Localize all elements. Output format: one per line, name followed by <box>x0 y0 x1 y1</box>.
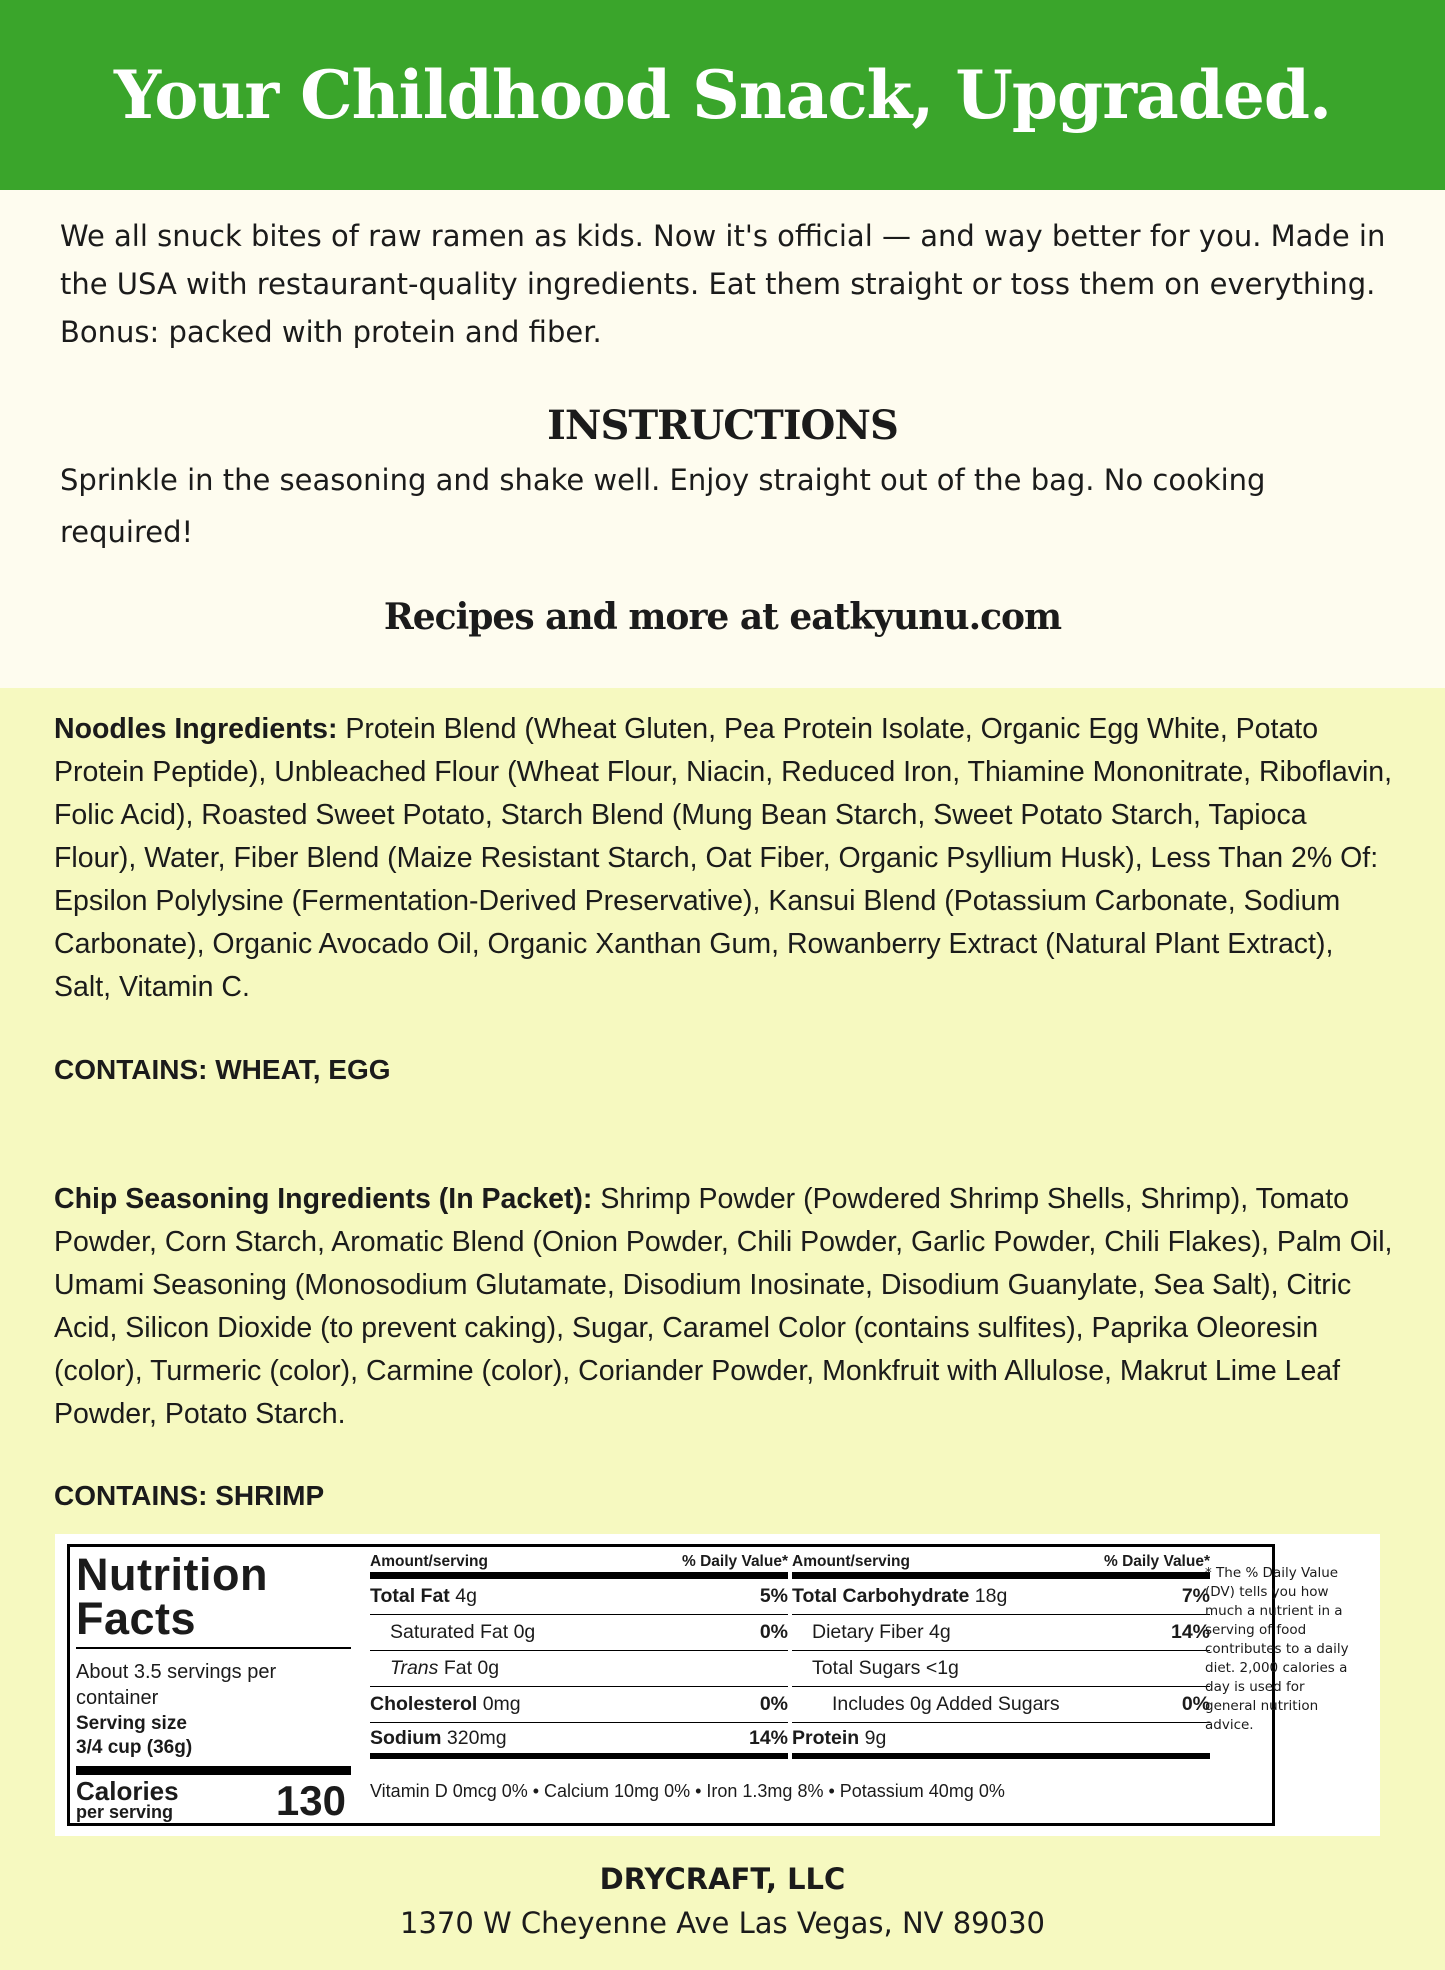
column-header <box>792 1553 1210 1579</box>
nutrient-name: Trans <box>390 1657 439 1679</box>
nutrient-column-2 <box>792 1553 1210 1759</box>
nutrient-dv: 5% <box>759 1585 788 1607</box>
nutrition-title <box>76 1549 268 1644</box>
nutrient-row <box>370 1579 788 1615</box>
nutrient-row <box>792 1615 1210 1651</box>
nutrient-amount: 4g <box>455 1585 477 1607</box>
banner-title: Your Childhood Snack, Upgraded. <box>113 56 1332 134</box>
nutrition-facts-box <box>67 1544 1275 1826</box>
nutrient-dv: 14% <box>748 1726 788 1749</box>
nutrient-row <box>370 1687 788 1723</box>
amount-header: Amount/serving <box>792 1553 910 1570</box>
nutrient-row <box>792 1651 1210 1687</box>
nutrient-name: Includes 0g Added Sugars <box>832 1693 1060 1715</box>
nutrient-row <box>370 1651 788 1687</box>
header-banner <box>0 0 1445 190</box>
nutrition-summary <box>70 1547 360 1823</box>
seasoning-ingredients-text: Shrimp Powder (Powdered Shrimp Shells, Shrimp), Tomato Powder, Corn Starch, Aromatic Blend (Onion Powder, Chili Powder, Garlic Powder, Chili Flakes), Palm Oil, Umami Seasoning (Monosodium Glutamate, Disodium Inosinate, Disodium Guanylate, Sea Salt), Citric Acid, Silicon Dioxide (to prevent caking), Sugar, Caramel Color (contains sulfites), Paprika Oleoresin (color), Turmeric (color), Carmine (color), Coriander Powder, Monkfruit with Allulose, Makrut Lime Leaf Powder, Potato Starch. <box>54 1183 1393 1430</box>
nutrient-dv: 0% <box>759 1621 788 1643</box>
servings-per-container: About 3.5 servings per container <box>76 1661 277 1709</box>
calories-value: 130 <box>275 1777 346 1824</box>
instructions-text: Sprinkle in the seasoning and shake well. Enjoy straight out of the bag. No cooking required! <box>60 463 1266 549</box>
nutrient-name: Sodium <box>370 1726 442 1749</box>
nutrient-amount: 9g <box>864 1726 887 1749</box>
serving-size-value: 3/4 cup (36g) <box>76 1737 193 1758</box>
divider <box>76 1647 351 1649</box>
nutrient-name: Total Sugars <box>812 1657 921 1679</box>
nutrient-row <box>370 1723 788 1759</box>
noodles-allergens: CONTAINS: WHEAT, EGG <box>54 1054 391 1085</box>
vitamins-line: Vitamin D 0mcg 0% • Calcium 10mg 0% • Iron 1.3mg 8% • Potassium 40mg 0% <box>370 1781 1005 1801</box>
nutrient-name: Total Carbohydrate <box>792 1585 970 1607</box>
serving-size-label: Serving size <box>76 1713 187 1734</box>
dv-header: % Daily Value* <box>1104 1553 1210 1570</box>
noodles-ingredients <box>54 708 1394 1009</box>
nutrient-row <box>370 1615 788 1651</box>
seasoning-allergens: CONTAINS: SHRIMP <box>54 1480 325 1511</box>
noodles-ingredients-text: Protein Blend (Wheat Gluten, Pea Protein Isolate, Organic Egg White, Potato Protein Peptide), Unbleached Flour (Wheat Flour, Niacin, Reduced Iron, Thiamine Mononitrate, Riboflavin, Folic Acid), Roasted Sweet Potato, Starch Blend (Mung Bean Starch, Sweet Potato Starch, Tapioca Flour), Water, Fiber Blend (Maize Resistant Starch, Oat Fiber, Organic Psyllium Husk), Less Than 2% Of: Epsilon Polylysine (Fermentation-Derived Preservative), Kansui Blend (Potassium Carbonate, Sodium Carbonate), Organic Avocado Oil, Organic Xanthan Gum, Rowanberry Extract (Natural Plant Extract), Salt, Vitamin C. <box>54 713 1393 1003</box>
calories-sub-label: per serving <box>76 1802 174 1822</box>
daily-value-footnote: * The % Daily Value (DV) tells you how much a nutrient in a serving of food contributes to a daily diet. 2,000 calories a day is used for general nutrition advice. <box>1205 1565 1349 1733</box>
nutrient-amount: 0g <box>513 1621 536 1643</box>
nutrient-dv: 0% <box>1181 1693 1210 1715</box>
nutrient-row <box>792 1687 1210 1723</box>
nutrient-amount: 4g <box>929 1621 951 1643</box>
nutrient-amount: 320mg <box>446 1726 507 1749</box>
nutrient-dv: 0% <box>759 1693 788 1715</box>
noodles-ingredients-label: Noodles Ingredients: <box>54 713 338 745</box>
column-header <box>370 1553 788 1579</box>
nutrient-name: Dietary Fiber <box>812 1621 924 1643</box>
nutrient-dv: 14% <box>1170 1621 1210 1643</box>
nutrient-row <box>792 1579 1210 1615</box>
intro-paragraph: We all snuck bites of raw ramen as kids. Now it's official — and way better for you. Made in the USA with restaurant-quality ingredients. Eat them straight or toss them on everything. Bonus: packed with protein and fiber. <box>60 219 1386 349</box>
nutrient-amount: 18g <box>974 1585 1008 1607</box>
nutrient-column-1 <box>370 1553 788 1759</box>
amount-header: Amount/serving <box>370 1553 488 1570</box>
instructions-title: INSTRUCTIONS <box>547 402 898 449</box>
company-address: 1370 W Cheyenne Ave Las Vegas, NV 89030 <box>400 1906 1045 1940</box>
dv-header: % Daily Value* <box>682 1553 788 1570</box>
nutrient-name: Saturated Fat <box>390 1621 509 1643</box>
nutrition-title-line2: Facts <box>76 1593 197 1644</box>
nutrient-name: Protein <box>792 1726 860 1749</box>
nutrient-amount: <1g <box>925 1657 959 1679</box>
divider-thick <box>76 1766 351 1775</box>
seasoning-ingredients <box>54 1178 1394 1436</box>
nutrient-row <box>792 1723 1210 1759</box>
seasoning-ingredients-label: Chip Seasoning Ingredients (In Packet): <box>54 1183 593 1215</box>
nutrient-name: Cholesterol <box>370 1693 478 1715</box>
nutrition-title-line1: Nutrition <box>76 1549 268 1600</box>
nutrient-amount: 0mg <box>482 1693 521 1715</box>
company-name: DRYCRAFT, LLC <box>599 1862 846 1896</box>
nutrient-amount: Fat 0g <box>443 1657 500 1679</box>
intro-section <box>0 190 1445 688</box>
calories-label: Calories <box>76 1776 179 1806</box>
nutrition-facts-panel <box>55 1534 1380 1836</box>
nutrient-dv: 7% <box>1181 1585 1210 1607</box>
nutrient-name: Total Fat <box>370 1585 450 1607</box>
recipes-link-text: Recipes and more at eatkyunu.com <box>383 596 1062 638</box>
